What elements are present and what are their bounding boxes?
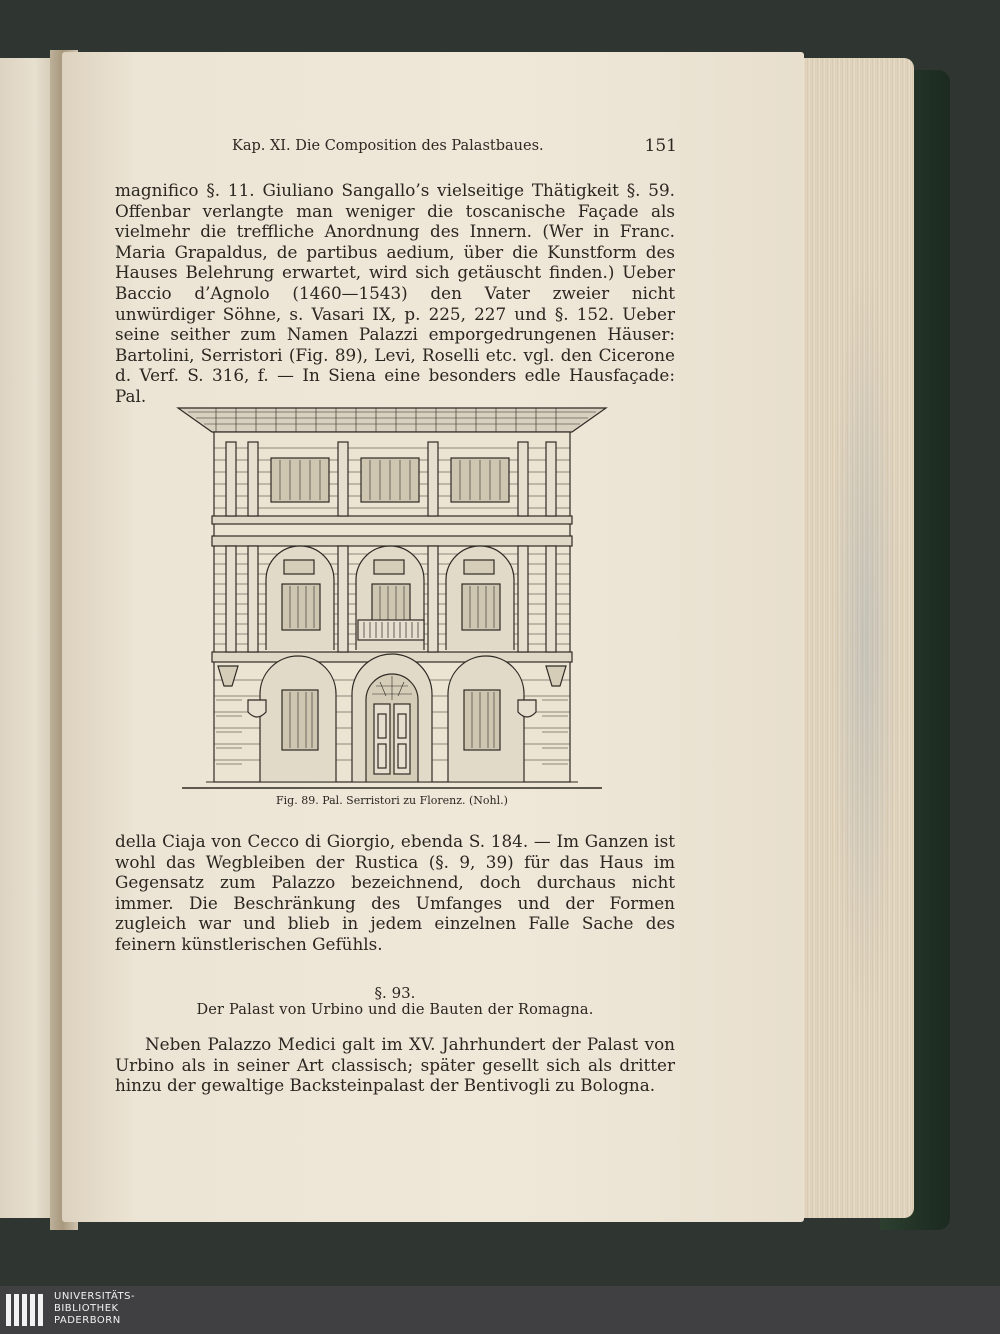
paragraph-2: della Ciaja von Cecco di Giorgio, ebenda S. 184. — Im Ganzen ist wohl das Wegbleiben der Rustica (§. 9, 39) für das Haus im Gegensatz zum Palazzo bezeichnend, doch durchaus nicht immer. Die Beschränkung des Umfanges und der Formen zugleich war und blieb in jedem einzelnen Falle Sache des feinern künstlerischen Gefühls. (115, 831, 675, 954)
library-logo-text (54, 1291, 135, 1327)
palazzo-serristori-illustration (176, 404, 608, 794)
running-header (232, 138, 677, 160)
library-logo-icon (4, 1290, 48, 1330)
page-number: 151 (644, 136, 677, 156)
section-title: Der Palast von Urbino und die Bauten der Romagna. (196, 1002, 594, 1018)
logo-line-3: PADERBORN (54, 1315, 121, 1326)
paragraph-1: magnifico §. 11. Giuliano Sangallo’s vielseitige Thätigkeit §. 59. Offenbar verlangte man weniger die toscanische Façade als vielmehr die treffliche Anordnung des Innern. (Wer in Franc. Maria Grapaldus, de partibus aedium, über die Kunstform des Hauses Belehrung erwartet, wird sich getäuscht finden.) Ueber Baccio d’Agnolo (1460—1543) den Vater zweier nicht unwürdiger Söhne, s. Vasari IX, p. 225, 227 und §. 152. Ueber seine seither zum Namen Palazzi emporgedrungenen Häuser: Bartolini, Serristori (Fig. 89), Levi, Roselli etc. vgl. den Cicerone d. Verf. S. 316, f. — In Siena eine besonders edle Hausfaçade: Pal. (115, 180, 675, 406)
figure-caption: Fig. 89. Pal. Serristori zu Florenz. (Nohl.) (276, 794, 508, 807)
logo-line-2: BIBLIOTHEK (54, 1303, 119, 1314)
running-title: Kap. XI. Die Composition des Palastbaues. (232, 138, 544, 154)
library-footer-bar (0, 1286, 1000, 1334)
paragraph-3: Neben Palazzo Medici galt im XV. Jahrhundert der Palast von Urbino als in seiner Art classisch; später gesellt sich als dritter hinzu der gewaltige Backsteinpalast der Bentivogli zu Bologna. (115, 1034, 675, 1096)
section-number: §. 93. (374, 984, 416, 1002)
edge-stain (830, 260, 900, 1020)
logo-line-1: UNIVERSITÄTS- (54, 1291, 136, 1302)
